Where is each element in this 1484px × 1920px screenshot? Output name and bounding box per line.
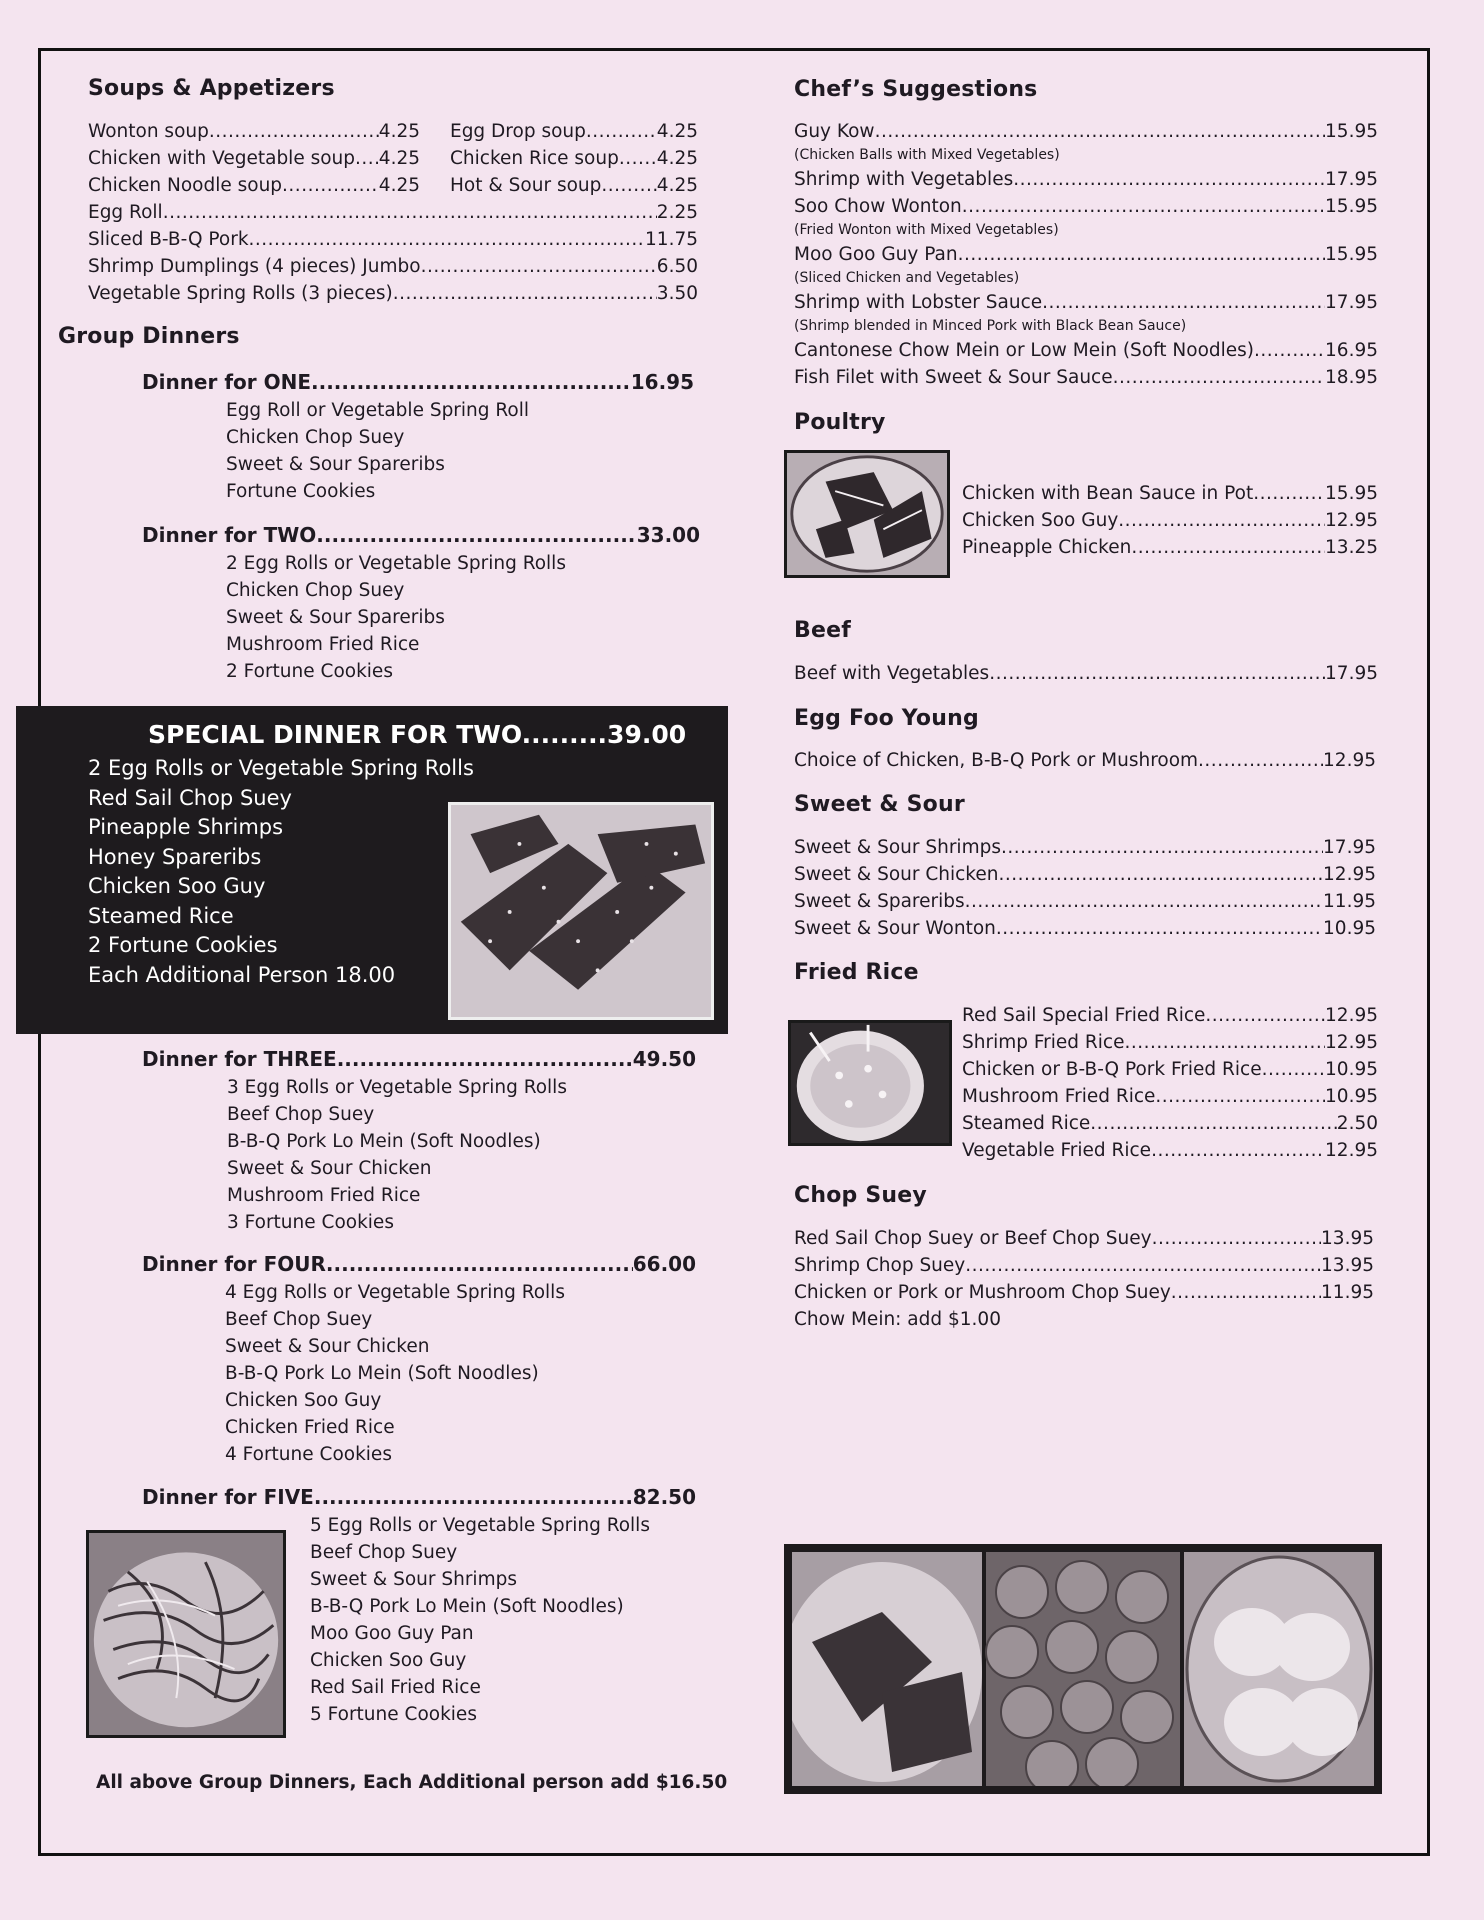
fried-rice-list: [962, 1002, 1378, 1164]
list-item: Red Sail Chop Suey: [88, 785, 292, 810]
special-dinner-items: [88, 754, 474, 990]
menu-item: Vegetable Fried Rice ..... 12.95: [962, 1137, 1378, 1164]
beef-list: [794, 660, 1378, 687]
list-item: Honey Spareribs: [88, 844, 262, 869]
egg-foo-young-heading: Egg Foo Young: [794, 706, 979, 731]
fried-rice-photo: [788, 1020, 952, 1146]
menu-item: Shrimp with Lobster Sauce ..... 17.95: [794, 289, 1378, 316]
sweet-sour-list: [794, 834, 1376, 942]
list-item: 2 Egg Rolls or Vegetable Spring Rolls: [226, 553, 566, 574]
list-item: Sweet & Sour Chicken: [225, 1336, 430, 1357]
chop-suey-heading: Chop Suey: [794, 1183, 927, 1208]
menu-item: Guy Kow ..... 15.95: [794, 118, 1378, 145]
group-dinners-heading: Group Dinners: [58, 324, 240, 349]
group-dinners-footer: All above Group Dinners, Each Additional person add $16.50: [96, 1772, 728, 1793]
menu-item: Red Sail Special Fried Rice ..... 12.95: [962, 1002, 1378, 1029]
list-item: 4 Egg Rolls or Vegetable Spring Rolls: [225, 1282, 565, 1303]
noodles-photo: [86, 1530, 286, 1738]
list-item: 3 Fortune Cookies: [227, 1212, 394, 1233]
list-item: 2 Egg Rolls or Vegetable Spring Rolls: [88, 756, 474, 780]
menu-item: Sliced B-B-Q Pork ..... 11.75: [88, 226, 698, 253]
beef-heading: Beef: [794, 618, 851, 643]
menu-item: Soo Chow Wonton ..... 15.95: [794, 193, 1378, 220]
dinner-five-title: Dinner for FIVE ..... 82.50: [142, 1483, 696, 1511]
menu-item: Sweet & Sour Shrimps ..... 17.95: [794, 834, 1376, 861]
menu-item: Vegetable Spring Rolls (3 pieces) ..... 3.50: [88, 280, 698, 307]
list-item: B-B-Q Pork Lo Mein (Soft Noodles): [227, 1131, 541, 1152]
menu-item: Cantonese Chow Mein or Low Mein (Soft Noodles) ..... 16.95: [794, 337, 1378, 364]
list-item: Moo Goo Guy Pan: [310, 1623, 474, 1644]
poultry-list: [962, 480, 1378, 561]
list-item: Sweet & Sour Shrimps: [310, 1569, 517, 1590]
menu-item: Sweet & Sour Wonton ..... 10.95: [794, 915, 1376, 942]
list-item: Mushroom Fried Rice: [226, 634, 420, 655]
chow-mein-note: Chow Mein: add $1.00: [794, 1309, 1001, 1330]
dinner-four-title: Dinner for FOUR ..... 66.00: [142, 1250, 696, 1278]
menu-item: Egg Roll ..... 2.25: [88, 199, 698, 226]
list-item: Beef Chop Suey: [225, 1309, 373, 1330]
poultry-photo: [784, 450, 950, 578]
dinner-one-title: Dinner for ONE ..... 16.95: [142, 368, 694, 396]
dinner-one-items: [226, 397, 529, 505]
list-item: Egg Roll or Vegetable Spring Roll: [226, 400, 530, 421]
chef-heading: Chef’s Suggestions: [794, 77, 1038, 102]
menu-item: Mushroom Fried Rice ..... 10.95: [962, 1083, 1378, 1110]
soups-left-column: [88, 118, 420, 199]
list-item: 5 Fortune Cookies: [310, 1704, 477, 1725]
dinner-two-items: [226, 550, 566, 685]
menu-item: Sweet & Sour Chicken ..... 12.95: [794, 861, 1376, 888]
list-item: Chicken Soo Guy: [225, 1390, 382, 1411]
menu-item: Moo Goo Guy Pan ..... 15.95: [794, 241, 1378, 268]
soups-heading: Soups & Appetizers: [88, 76, 335, 101]
menu-item: Choice of Chicken, B-B-Q Pork or Mushroom ..... 12.95: [794, 747, 1376, 774]
fried-rice-heading: Fried Rice: [794, 960, 919, 985]
list-item: Sweet & Sour Chicken: [227, 1158, 432, 1179]
chop-suey-list: [794, 1225, 1374, 1333]
item-note: (Fried Wonton with Mixed Vegetables): [794, 222, 1059, 238]
list-item: Beef Chop Suey: [310, 1542, 458, 1563]
egg-foo-young-list: [794, 747, 1376, 774]
menu-item: Red Sail Chop Suey or Beef Chop Suey ..... 13.95: [794, 1225, 1374, 1252]
food-collage-photo: [784, 1544, 1382, 1794]
list-item: Chicken Chop Suey: [226, 580, 405, 601]
dinner-five-items: [310, 1512, 650, 1728]
list-item: 4 Fortune Cookies: [225, 1444, 392, 1465]
special-dinner-box: [16, 706, 728, 1034]
menu-item: Chicken or B-B-Q Pork Fried Rice ..... 10.95: [962, 1056, 1378, 1083]
item-note: (Chicken Balls with Mixed Vegetables): [794, 147, 1060, 163]
item-note: (Sliced Chicken and Vegetables): [794, 270, 1020, 286]
list-item: Chicken Fried Rice: [225, 1417, 395, 1438]
list-item: Beef Chop Suey: [227, 1104, 375, 1125]
item-note: (Shrimp blended in Minced Pork with Black Bean Sauce): [794, 318, 1187, 334]
list-item: Fortune Cookies: [226, 481, 376, 502]
list-item: Chicken Soo Guy: [310, 1650, 467, 1671]
soups-list: [88, 199, 698, 307]
menu-item: Shrimp Fried Rice ..... 12.95: [962, 1029, 1378, 1056]
sweet-sour-heading: Sweet & Sour: [794, 792, 965, 817]
menu-item: Fish Filet with Sweet & Sour Sauce ..... 18.95: [794, 364, 1378, 391]
menu-item: Chicken or Pork or Mushroom Chop Suey ..... 11.95: [794, 1279, 1374, 1306]
poultry-heading: Poultry: [794, 410, 886, 435]
menu-item: Shrimp with Vegetables ..... 17.95: [794, 166, 1378, 193]
dinner-four-items: [225, 1279, 565, 1468]
menu-item: Chicken with Bean Sauce in Pot ..... 15.95: [962, 480, 1378, 507]
dinner-two-title: Dinner for TWO ..... 33.00: [142, 521, 700, 549]
menu-item: Shrimp Dumplings (4 pieces) Jumbo ..... 6.50: [88, 253, 698, 280]
list-item: 2 Fortune Cookies: [88, 933, 278, 957]
list-item: Chicken Chop Suey: [226, 427, 405, 448]
menu-item: Wonton soup ..... 4.25: [88, 118, 420, 145]
spareribs-photo: [448, 802, 714, 1020]
menu-item: Egg Drop soup ..... 4.25: [450, 118, 698, 145]
menu-item: Hot & Sour soup ..... 4.25: [450, 172, 698, 199]
menu-item: Chicken Noodle soup ..... 4.25: [88, 172, 420, 199]
chef-list: [794, 118, 1378, 391]
soups-right-column: [450, 118, 698, 199]
menu-item: Sweet & Spareribs ..... 11.95: [794, 888, 1376, 915]
list-item: Red Sail Fried Rice: [310, 1677, 481, 1698]
list-item: Mushroom Fried Rice: [227, 1185, 421, 1206]
dinner-three-title: Dinner for THREE ..... 49.50: [142, 1045, 696, 1073]
menu-item: Chicken Soo Guy ..... 12.95: [962, 507, 1378, 534]
menu-item: Steamed Rice ..... 2.50: [962, 1110, 1378, 1137]
list-item: Sweet & Sour Spareribs: [226, 607, 445, 628]
list-item: Pineapple Shrimps: [88, 815, 284, 839]
list-item: Sweet & Sour Spareribs: [226, 454, 445, 475]
menu-item: Chicken with Vegetable soup ..... 4.25: [88, 145, 420, 172]
list-item: B-B-Q Pork Lo Mein (Soft Noodles): [225, 1363, 539, 1384]
menu-item: Pineapple Chicken ..... 13.25: [962, 534, 1378, 561]
list-item: 5 Egg Rolls or Vegetable Spring Rolls: [310, 1515, 650, 1536]
list-item: Steamed Rice: [88, 903, 234, 928]
list-item: Each Additional Person 18.00: [88, 962, 396, 987]
list-item: Chicken Soo Guy: [88, 874, 266, 898]
list-item: 3 Egg Rolls or Vegetable Spring Rolls: [227, 1077, 567, 1098]
list-item: B-B-Q Pork Lo Mein (Soft Noodles): [310, 1596, 624, 1617]
menu-item: Shrimp Chop Suey ..... 13.95: [794, 1252, 1374, 1279]
menu-item: Chicken Rice soup ..... 4.25: [450, 145, 698, 172]
list-item: 2 Fortune Cookies: [226, 661, 393, 682]
special-dinner-title: SPECIAL DINNER FOR TWO.........39.00: [148, 720, 687, 749]
dinner-three-items: [227, 1074, 567, 1236]
menu-item: Beef with Vegetables ..... 17.95: [794, 660, 1378, 687]
